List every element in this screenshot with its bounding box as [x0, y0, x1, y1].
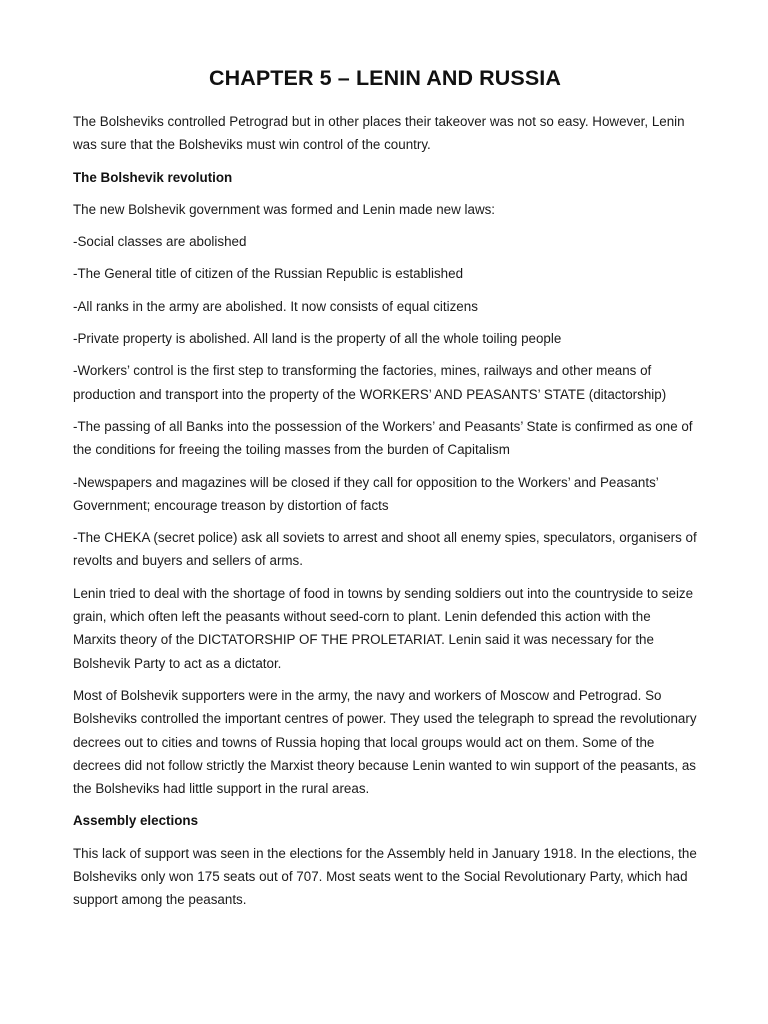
law-item: -Newspapers and magazines will be closed if they call for opposition to the Workers’ and Peasants’ Government; encourage treason by distortion of facts	[73, 474, 659, 513]
section-heading-assembly-elections: Assembly elections	[73, 813, 199, 829]
document-page	[73, 66, 697, 921]
supporters-paragraph: Most of Bolshevik supporters were in the army, the navy and workers of Moscow and Petrograd. So Bolsheviks controlled the important centres of power. They used the telegraph to spread the revolutionary decrees out to cities and towns of Russia hoping that local groups would act on them. Some of the decrees did not follow strictly the Marxist theory because Lenin wanted to win support of the peasants, as the Bolsheviks had little support in the rural areas.	[73, 687, 697, 797]
law-item: -The CHEKA (secret police) ask all soviets to arrest and shoot all enemy spies, speculators, organisers of revolts and buyers and sellers of arms.	[73, 530, 697, 569]
chapter-title: CHAPTER 5 – LENIN AND RUSSIA	[208, 66, 562, 90]
law-item: -All ranks in the army are abolished. It now consists of equal citizens	[73, 298, 478, 314]
elections-paragraph: This lack of support was seen in the elections for the Assembly held in January 1918. In the elections, the Bolsheviks only won 175 seats out of 707. Most seats went to the Social Revolutionary Party, which had support among the peasants.	[73, 845, 697, 908]
law-item: -The passing of all Banks into the possession of the Workers’ and Peasants’ State is confirmed as one of the conditions for freeing the toiling masses from the burden of Capitalism	[73, 418, 693, 458]
food-shortage-paragraph: Lenin tried to deal with the shortage of food in towns by sending soldiers out into the countryside to seize grain, which often left the peasants without seed-corn to plant. Lenin defended this action with the Marxits theory of the DICTATORSHIP OF THE PROLETARIAT. Lenin said it was necessary for the Bolshevik Party to act as a dictator.	[73, 585, 694, 671]
section-heading-bolshevik-revolution: The Bolshevik revolution	[73, 169, 233, 185]
law-item: -Workers’ control is the first step to transforming the factories, mines, railways and other means of production and transport into the property of the WORKERS’ AND PEASANTS’ STATE (ditactorship)	[73, 363, 667, 402]
laws-lead-paragraph: The new Bolshevik government was formed and Lenin made new laws:	[73, 201, 496, 217]
law-item: -Private property is abolished. All land is the property of all the whole toiling people	[73, 331, 562, 347]
law-item: -Social classes are abolished	[73, 234, 247, 250]
law-item: -The General title of citizen of the Russian Republic is established	[73, 266, 464, 282]
intro-paragraph: The Bolsheviks controlled Petrograd but in other places their takeover was not so easy. However, Lenin was sure that the Bolsheviks must win control of the country.	[73, 114, 685, 153]
